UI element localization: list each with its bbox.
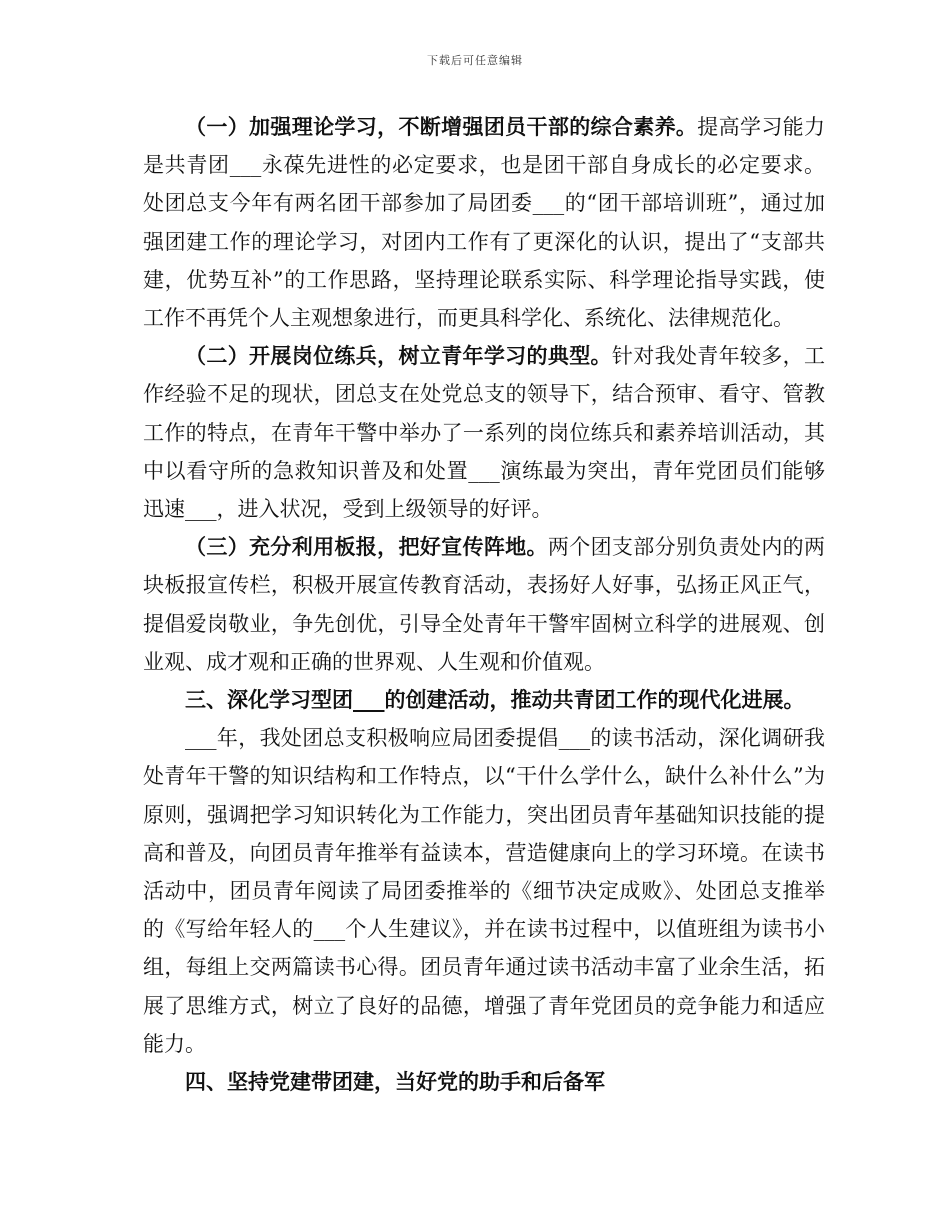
paragraph-text: 针对我处青年较多，工作经验不足的现状，团总支在处党总支的领导下，结合预审、看守、管教工作的特点，在青年干警中举办了一系列的岗位练兵和素养培训活动，其中以看守所的急救知识普及和处置___演练最为突出，青年党团员们能够迅速___，进入状况，受到上级领导的好评。 [143, 344, 826, 522]
paragraph-text: 提高学习能力是共青团___永葆先进性的必定要求，也是团干部自身成长的必定要求。处团总支今年有两名团干部参加了局团委___的“团干部培训班”，通过加强团建工作的理论学习，对团内工作有了更深化的认识，提出了“支部共建，优势互补”的工作思路，坚持理论联系实际、科学理论指导实践，使工作不再凭个人主观想象进行，而更具科学化、系统化、法律规范化。 [143, 115, 826, 331]
section-heading-3: 三、深化学习型团___的创建活动，推动共青团工作的现代化进展。 [185, 687, 805, 713]
paragraph-text: ___年，我处团总支积极响应局团委提倡___的读书活动，深化调研我处青年干警的知识结构和工作特点，以“干什么学什么，缺什么补什么”为原则，强调把学习知识转化为工作能力，突出团员青年基础知识技能的提高和普及，向团员青年推举有益读本，营造健康向上的学习环境。在读书活动中，团员青年阅读了局团委推举的《细节决定成败》、处团总支推举的《写给年轻人的___个人生建议》，并在读书过程中，以值班组为读书小组，每组上交两篇读书心得。团员青年通过读书活动丰富了业余生活，拓展了思维方式，树立了良好的品德，增强了青年党团员的竞争能力和适应能力。 [143, 726, 825, 1056]
section-heading-4: 四、坚持党建带团建，当好党的助手和后备军 [185, 1069, 605, 1095]
paragraph-reading-activity [143, 719, 825, 1063]
paragraph-job-training [143, 337, 825, 528]
paragraph-title: （一）加强理论学习，不断增强团员干部的综合素养。 [185, 114, 698, 139]
paragraph-theory-study [143, 108, 825, 337]
page-header: 下载后可任意编辑 [427, 54, 523, 67]
paragraph-title: （二）开展岗位练兵，树立青年学习的典型。 [185, 343, 612, 369]
paragraph-text: 两个团支部分别负责处内的两块板报宣传栏，积极开展宣传教育活动，表扬好人好事，弘扬正风正气，提倡爱岗敬业，争先创优，引导全处青年干警牢固树立科学的进展观、创业观、成才观和正确的世界观、人生观和价值观。 [143, 535, 826, 674]
paragraph-title: （三）充分利用板报，把好宣传阵地。 [185, 534, 548, 560]
paragraph-blackboard-publicity [143, 528, 825, 681]
document-body [143, 108, 825, 1101]
